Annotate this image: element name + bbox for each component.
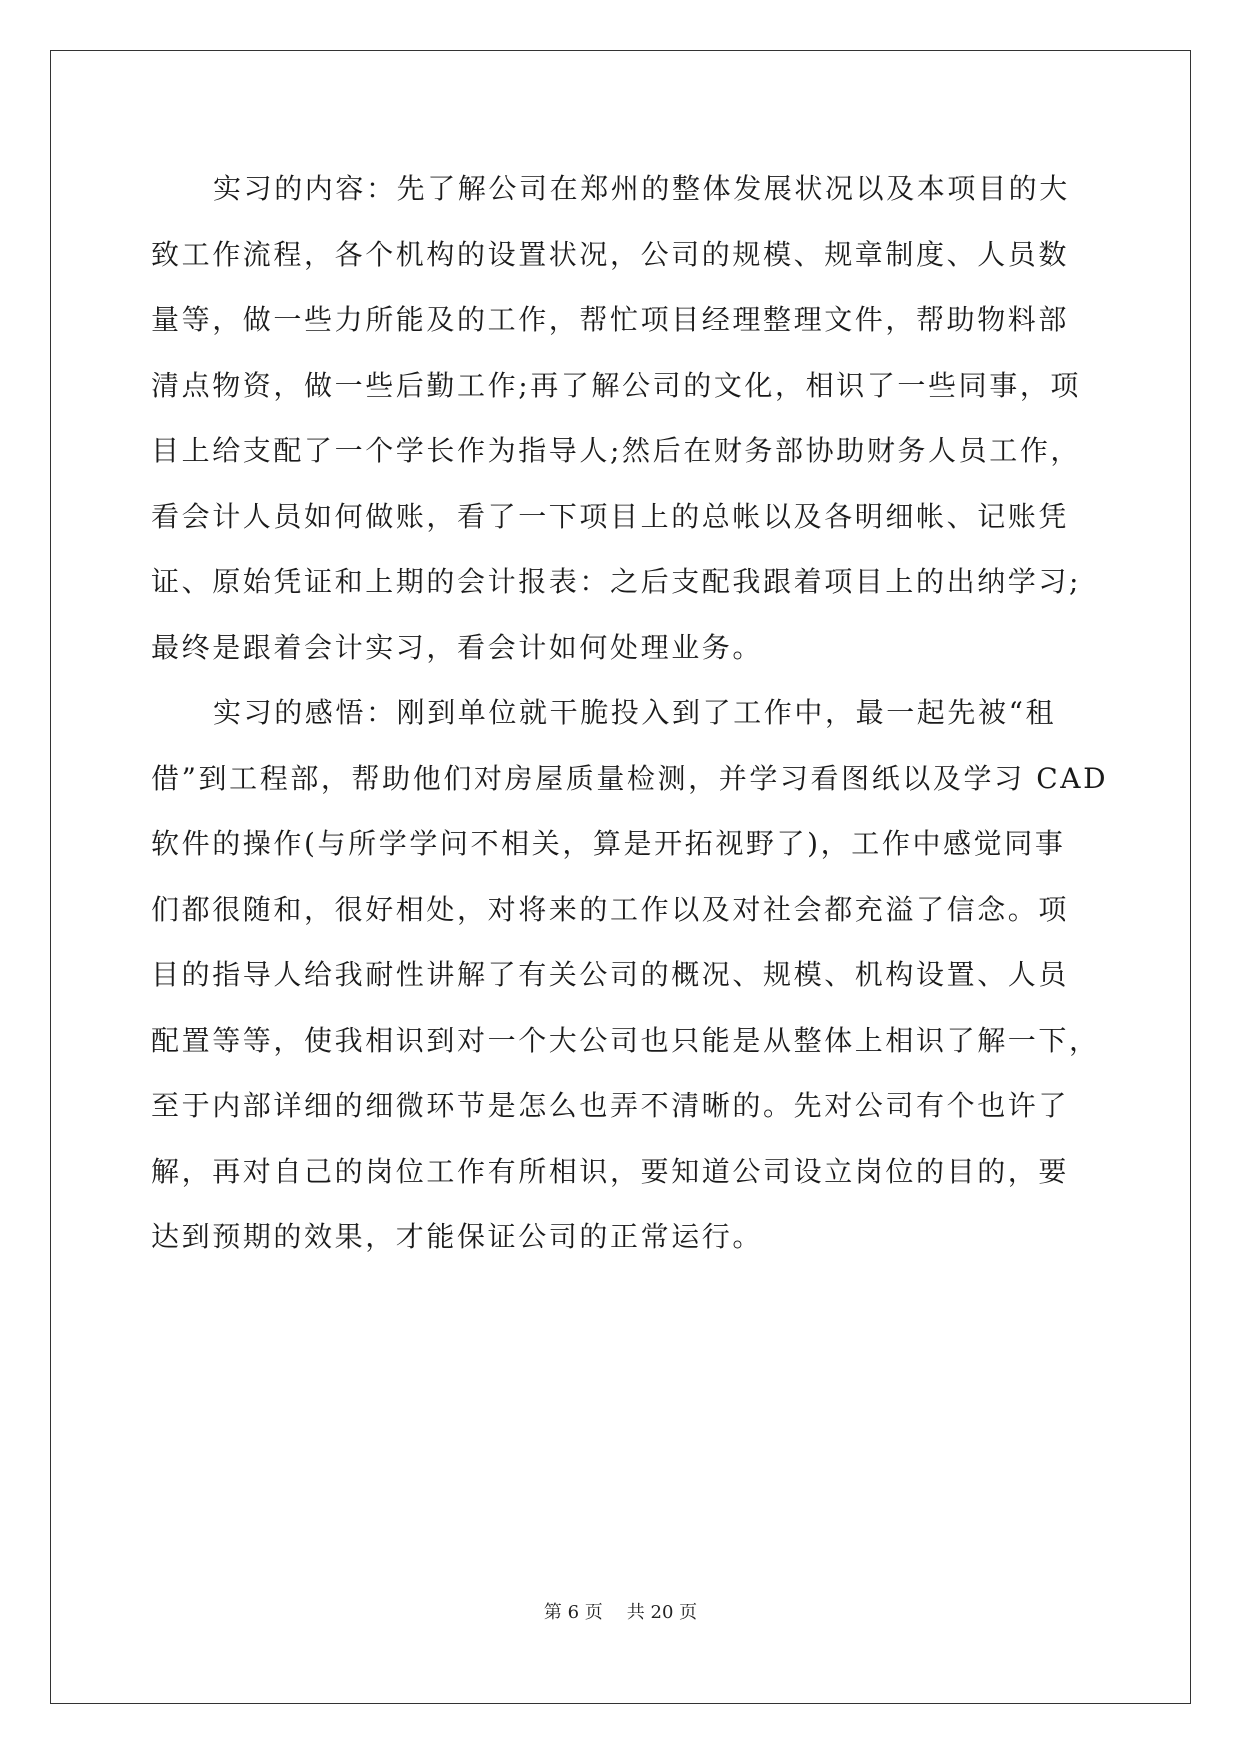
document-body <box>151 156 1109 1270</box>
text-line: 量等，做一些力所能及的工作，帮忙项目经理整理文件，帮助物料部 <box>151 303 1070 336</box>
text-line: 看会计人员如何做账，看了一下项目上的总帐以及各明细帐、记账凭 <box>151 499 1070 533</box>
text-line: 软件的操作(与所学学问不相关，算是开拓视野了)，工作中感觉同事 <box>151 827 1066 860</box>
text-line: 实习的内容：先了解公司在郑州的整体发展状况以及本项目的大 <box>213 172 1070 205</box>
text-line: 借”到工程部，帮助他们对房屋质量检测，并学习看图纸以及学习 CAD <box>151 761 1109 795</box>
page-footer <box>0 1598 1241 1624</box>
text-line: 们都很随和，很好相处，对将来的工作以及对社会都充溢了信念。项 <box>151 892 1070 926</box>
text-line: 清点物资，做一些后勤工作;再了解公司的文化，相识了一些同事，项 <box>151 368 1082 402</box>
paragraph-internship-reflection <box>151 680 1109 1270</box>
text-line: 最终是跟着会计实习，看会计如何处理业务。 <box>151 630 764 664</box>
text-line: 解，再对自己的岗位工作有所相识，要知道公司设立岗位的目的，要 <box>151 1154 1070 1188</box>
text-line: 致工作流程，各个机构的设置状况，公司的规模、规章制度、人员数 <box>151 237 1070 271</box>
page-total: 共 20 页 <box>626 1602 698 1623</box>
text-line: 达到预期的效果，才能保证公司的正常运行。 <box>151 1220 764 1253</box>
text-line: 配置等等，使我相识到对一个大公司也只能是从整体上相识了解一下， <box>151 1023 1100 1057</box>
text-line: 至于内部详细的细微环节是怎么也弄不清晰的。先对公司有个也许了 <box>151 1089 1070 1122</box>
paragraph-internship-content <box>151 156 1091 680</box>
text-line: 实习的感悟：刚到单位就干脆投入到了工作中，最一起先被“租 <box>213 696 1057 729</box>
page-number: 第 6 页 <box>543 1602 603 1623</box>
text-line: 目的指导人给我耐性讲解了有关公司的概况、规模、机构设置、人员 <box>151 958 1070 991</box>
text-line: 证、原始凭证和上期的会计报表：之后支配我跟着项目上的出纳学习; <box>151 565 1082 598</box>
text-line: 目上给支配了一个学长作为指导人;然后在财务部协助财务人员工作， <box>151 434 1082 467</box>
